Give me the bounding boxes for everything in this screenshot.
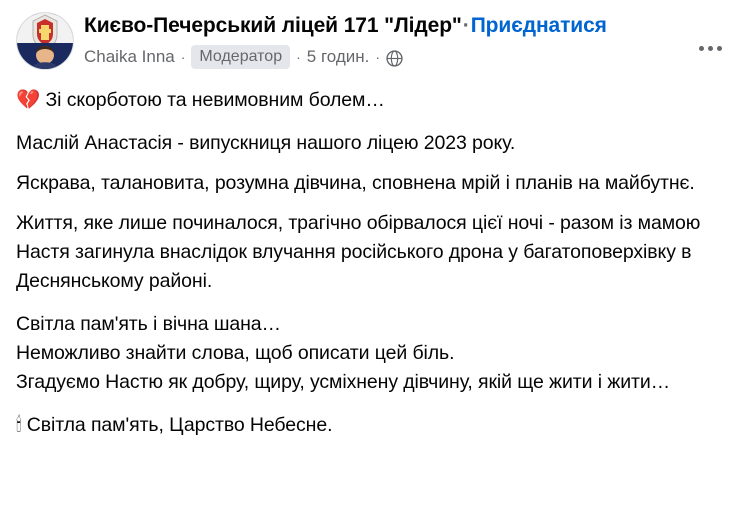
page-title-line [84, 13, 728, 39]
post-paragraph-2: Маслій Анастасія - випускниця нашого ліцею 2023 року. [16, 132, 516, 154]
dot-1 [699, 46, 704, 51]
post-paragraph-8: 🕯 Світла пам'ять, Царство Небесне. [16, 414, 333, 436]
meta-bullet-3: · [375, 49, 381, 65]
post-header-text [84, 12, 728, 69]
dot-3 [717, 46, 722, 51]
page-avatar[interactable] [16, 12, 74, 70]
post-paragraph-5: Світла пам'ять і вічна шана… [16, 313, 281, 335]
title-separator: · [462, 14, 470, 37]
post-paragraph-7: Згадуємо Настю як добру, щиру, усміхнену дівчину, якій ще жити і жити… [16, 371, 671, 393]
page-name[interactable]: Києво-Печерський ліцей 171 "Лідер" [84, 14, 462, 37]
globe-icon [386, 50, 403, 67]
moderator-badge: Модератор [191, 45, 290, 69]
post-paragraph-6: Неможливо знайти слова, щоб описати цей біль. [16, 342, 455, 364]
post-paragraph-1: 💔 Зі скорботою та невимовним болем… [16, 89, 385, 111]
more-options-icon[interactable] [692, 30, 728, 66]
page-avatar-image [17, 13, 73, 69]
post-meta-line [84, 45, 728, 69]
post-header [16, 12, 728, 70]
author-name[interactable]: Chaika Inna [84, 47, 175, 66]
dot-2 [708, 46, 713, 51]
post-body [16, 86, 728, 440]
meta-bullet-1: · [180, 49, 186, 65]
post-paragraph-3: Яскрава, талановита, розумна дівчина, сповнена мрій і планів на майбутнє. [16, 172, 695, 194]
post-timestamp[interactable]: 5 годин. [306, 47, 370, 66]
join-link[interactable]: Приєднатися [470, 14, 607, 37]
post-paragraph-4: Життя, яке лише починалося, трагічно обірвалося цієї ночі - разом із мамою Настя загинула внаслідок влучання російського дрона у багатоповерхівку в Деснянському районі. [16, 212, 701, 292]
meta-bullet-2: · [296, 49, 301, 65]
